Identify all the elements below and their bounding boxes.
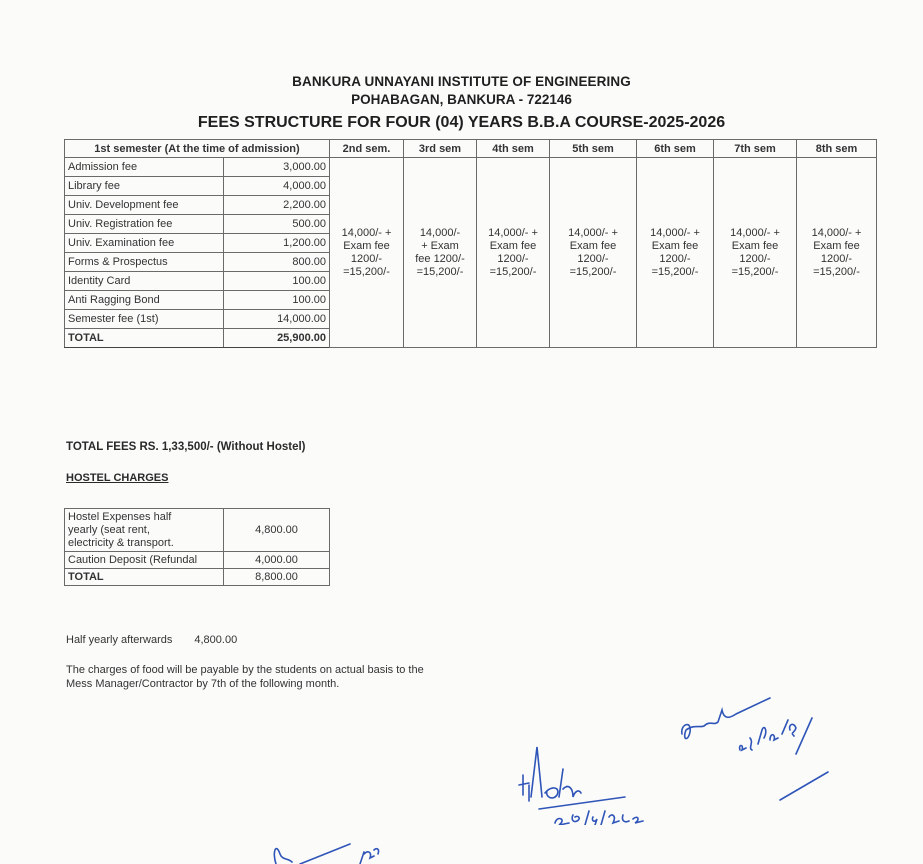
sem-cell-4th: 14,000/- + Exam fee 1200/- =15,200/- [477,158,550,348]
total-fees-summary: TOTAL FEES RS. 1,33,500/- (Without Hostel) [66,441,306,453]
fee-label: Anti Ragging Bond [65,291,224,310]
half-yearly-label: Half yearly afterwards [66,634,173,646]
col-header-1st-sem: 1st semester (At the time of admission) [65,140,330,158]
col-header-6th-sem: 6th sem [637,140,714,158]
institute-name: BANKURA UNNAYANI INSTITUTE OF ENGINEERING [292,74,631,89]
half-yearly-afterwards [66,634,237,646]
fees-table [64,139,877,348]
table-row [65,569,330,586]
total-amount: 25,900.00 [224,329,330,348]
fee-label: Forms & Prospectus [65,253,224,272]
food-charges-note: The charges of food will be payable by the students on actual basis to the Mess Manager/Contractor by 7th of the following month. [66,664,424,690]
hostel-total-label: TOTAL [65,569,224,586]
fee-amount: 1,200.00 [224,234,330,253]
fee-label: Univ. Registration fee [65,215,224,234]
fee-amount: 4,000.00 [224,177,330,196]
hostel-charges-heading: HOSTEL CHARGES [66,472,169,484]
col-header-5th-sem: 5th sem [550,140,637,158]
sem-cell-7th: 14,000/- + Exam fee 1200/- =15,200/- [714,158,797,348]
caution-deposit-amount: 4,000.00 [224,552,330,569]
signature-2 [670,690,850,810]
half-yearly-value: 4,800.00 [194,634,238,646]
hostel-expense-amount: 4,800.00 [224,509,330,552]
col-header-3rd-sem: 3rd sem [404,140,477,158]
fee-amount: 100.00 [224,291,330,310]
signature-1 [515,745,665,825]
fee-amount: 2,200.00 [224,196,330,215]
fee-label: Univ. Development fee [65,196,224,215]
table-row [65,552,330,569]
hostel-total-amount: 8,800.00 [224,569,330,586]
col-header-4th-sem: 4th sem [477,140,550,158]
fee-amount: 800.00 [224,253,330,272]
hostel-expense-label: Hostel Expenses half yearly (seat rent, electricity & transport. [65,509,224,552]
fee-label: Univ. Examination fee [65,234,224,253]
fee-amount: 14,000.00 [224,310,330,329]
fees-table-header-row [65,140,877,158]
table-row [65,509,330,552]
fee-amount: 3,000.00 [224,158,330,177]
sem-cell-3rd: 14,000/- + Exam fee 1200/- =15,200/- [404,158,477,348]
signature-3 [270,828,380,864]
fee-label: Library fee [65,177,224,196]
fee-label: Identity Card [65,272,224,291]
sem-cell-6th: 14,000/- + Exam fee 1200/- =15,200/- [637,158,714,348]
total-label: TOTAL [65,329,224,348]
col-header-8th-sem: 8th sem [797,140,877,158]
hostel-charges-table [64,508,330,586]
institute-address: POHABAGAN, BANKURA - 722146 [351,92,572,107]
fee-amount: 100.00 [224,272,330,291]
fee-label: Admission fee [65,158,224,177]
fee-amount: 500.00 [224,215,330,234]
sem-cell-5th: 14,000/- + Exam fee 1200/- =15,200/- [550,158,637,348]
sem-cell-8th: 14,000/- + Exam fee 1200/- =15,200/- [797,158,877,348]
table-row [65,158,877,177]
sem-cell-2nd: 14,000/- + Exam fee 1200/- =15,200/- [330,158,404,348]
caution-deposit-label: Caution Deposit (Refundal [65,552,224,569]
col-header-2nd-sem: 2nd sem. [330,140,404,158]
fee-label: Semester fee (1st) [65,310,224,329]
document-title: FEES STRUCTURE FOR FOUR (04) YEARS B.B.A COURSE-2025-2026 [197,114,726,131]
col-header-7th-sem: 7th sem [714,140,797,158]
